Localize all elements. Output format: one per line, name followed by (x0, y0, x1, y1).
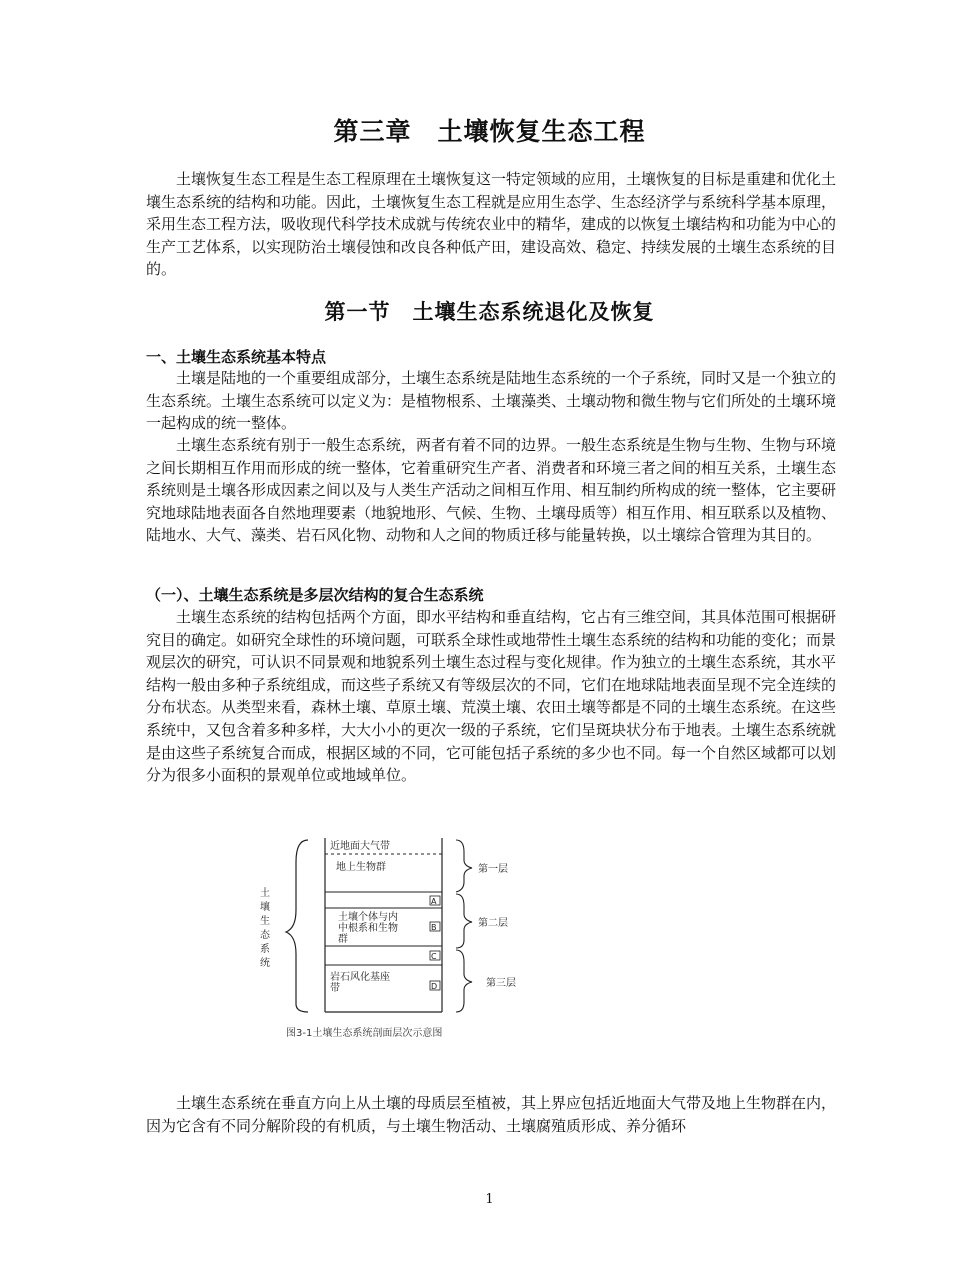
right-brace-tier-3 (456, 950, 472, 1012)
paragraph-vertical-structure: 土壤生态系统在垂直方向上从土壤的母质层至植被，其上界应包括近地面大气带及地上生物群在内，因为它含有不同分解阶段的有机质，与土壤生物活动、土壤腐殖质形成、养分循环 (146, 1094, 837, 1135)
marker-c: C (431, 952, 437, 961)
marker-b: B (431, 923, 437, 932)
layer-biota-label: 地上生物群 (336, 862, 386, 873)
layer-bedrock-label: 岩石风化基座 (330, 972, 390, 983)
marker-d: D (431, 982, 438, 991)
system-label-char: 土 (260, 888, 270, 899)
intro-paragraph: 土壤恢复生态工程是生态工程原理在土壤恢复这一特定领域的应用，土壤恢复的目标是重建和优化土壤生态系统的结构和功能。因此，土壤恢复生态工程就是应用生态学、生态经济学与系统科学基本原理，采用生态工程方法，吸收现代科学技术成就与传统农业中的精华，建成的以恢复土壤结构和功能为中心的生产工艺体系，以实现防治土壤侵蚀和改良各种低产田，建设高效、稳定、持续发展的土壤生态系统的目的。 (146, 170, 837, 279)
tier-3-label: 第三层 (486, 978, 516, 989)
figure-caption: 图3-1土壤生态系统剖面层次示意图 (286, 1028, 443, 1039)
heading-multilevel-structure: （一）、土壤生态系统是多层次结构的复合生态系统 (146, 586, 484, 604)
layer-soil-label: 中根系和生物 (338, 923, 398, 934)
soil-profile-figure (250, 832, 550, 1047)
paragraph-boundaries: 土壤生态系统有别于一般生态系统，两者有着不同的边界。一般生态系统是生物与生物、生物与环境之间长期相互作用而形成的统一整体，它着重研究生产者、消费者和环境三者之间的相互关系，土壤生态系统则是土壤各形成因素之间以及与人类生产活动之间相互作用、相互制约所构成的统一整体，它主要研究地球陆地表面各自然地理要素（地貌地形、气候、生物、土壤母质等）相互作用、相互联系以及植物、陆地水、大气、藻类、岩石风化物、动物和人之间的物质迁移与能量转换，以土壤综合管理为其目的。 (146, 436, 837, 545)
chapter-title: 第三章 土壤恢复生态工程 (333, 117, 646, 146)
right-brace-tier-1 (456, 840, 472, 892)
layer-soil-label: 土壤个体与内 (338, 912, 398, 923)
layer-atmosphere-label: 近地面大气带 (330, 841, 390, 852)
section-title: 第一节 土壤生态系统退化及恢复 (324, 300, 655, 324)
layer-soil-label: 群 (338, 934, 348, 945)
soil-profile-diagram (250, 832, 550, 1047)
left-brace (286, 840, 308, 1012)
tier-2-label: 第二层 (478, 918, 508, 929)
system-label-char: 系 (260, 944, 270, 955)
marker-a: A (431, 897, 437, 906)
paragraph-structure: 土壤生态系统的结构包括两个方面，即水平结构和垂直结构，它占有三维空间，其具体范围可根据研究目的确定。如研究全球性的环境问题，可联系全球性或地带性土壤生态系统的结构和功能的变化；而景观层次的研究，可认识不同景观和地貌系列土壤生态过程与变化规律。作为独立的土壤生态系统，其水平结构一般由多种子系统组成，而这些子系统又有等级层次的不同，它们在地球陆地表面呈现不完全连续的分布状态。从类型来看，森林土壤、草原土壤、荒漠土壤、农田土壤等都是不同的土壤生态系统。在这些系统中，又包含着多种多样，大大小小的更次一级的子系统，它们呈斑块状分布于地表。土壤生态系统就是由这些子系统复合而成，根据区域的不同，它可能包括子系统的多少也不同。每一个自然区域都可以划分为很多小面积的景观单位或地域单位。 (146, 608, 837, 785)
right-brace-tier-2 (456, 894, 472, 948)
system-label-char: 统 (260, 958, 270, 969)
system-label-char: 壤 (260, 902, 270, 913)
system-label-char: 态 (260, 930, 270, 941)
layer-bedrock-label: 带 (330, 983, 340, 994)
paragraph-definition: 土壤是陆地的一个重要组成部分，土壤生态系统是陆地生态系统的一个子系统，同时又是一个独立的生态系统。土壤生态系统可以定义为：是植物根系、土壤藻类、土壤动物和微生物与它们所处的土壤环境一起构成的统一整体。 (146, 369, 837, 433)
system-label-char: 生 (260, 916, 270, 927)
page-number: 1 (485, 1192, 494, 1207)
heading-basic-features: 一、土壤生态系统基本特点 (146, 348, 327, 366)
tier-1-label: 第一层 (478, 864, 508, 875)
